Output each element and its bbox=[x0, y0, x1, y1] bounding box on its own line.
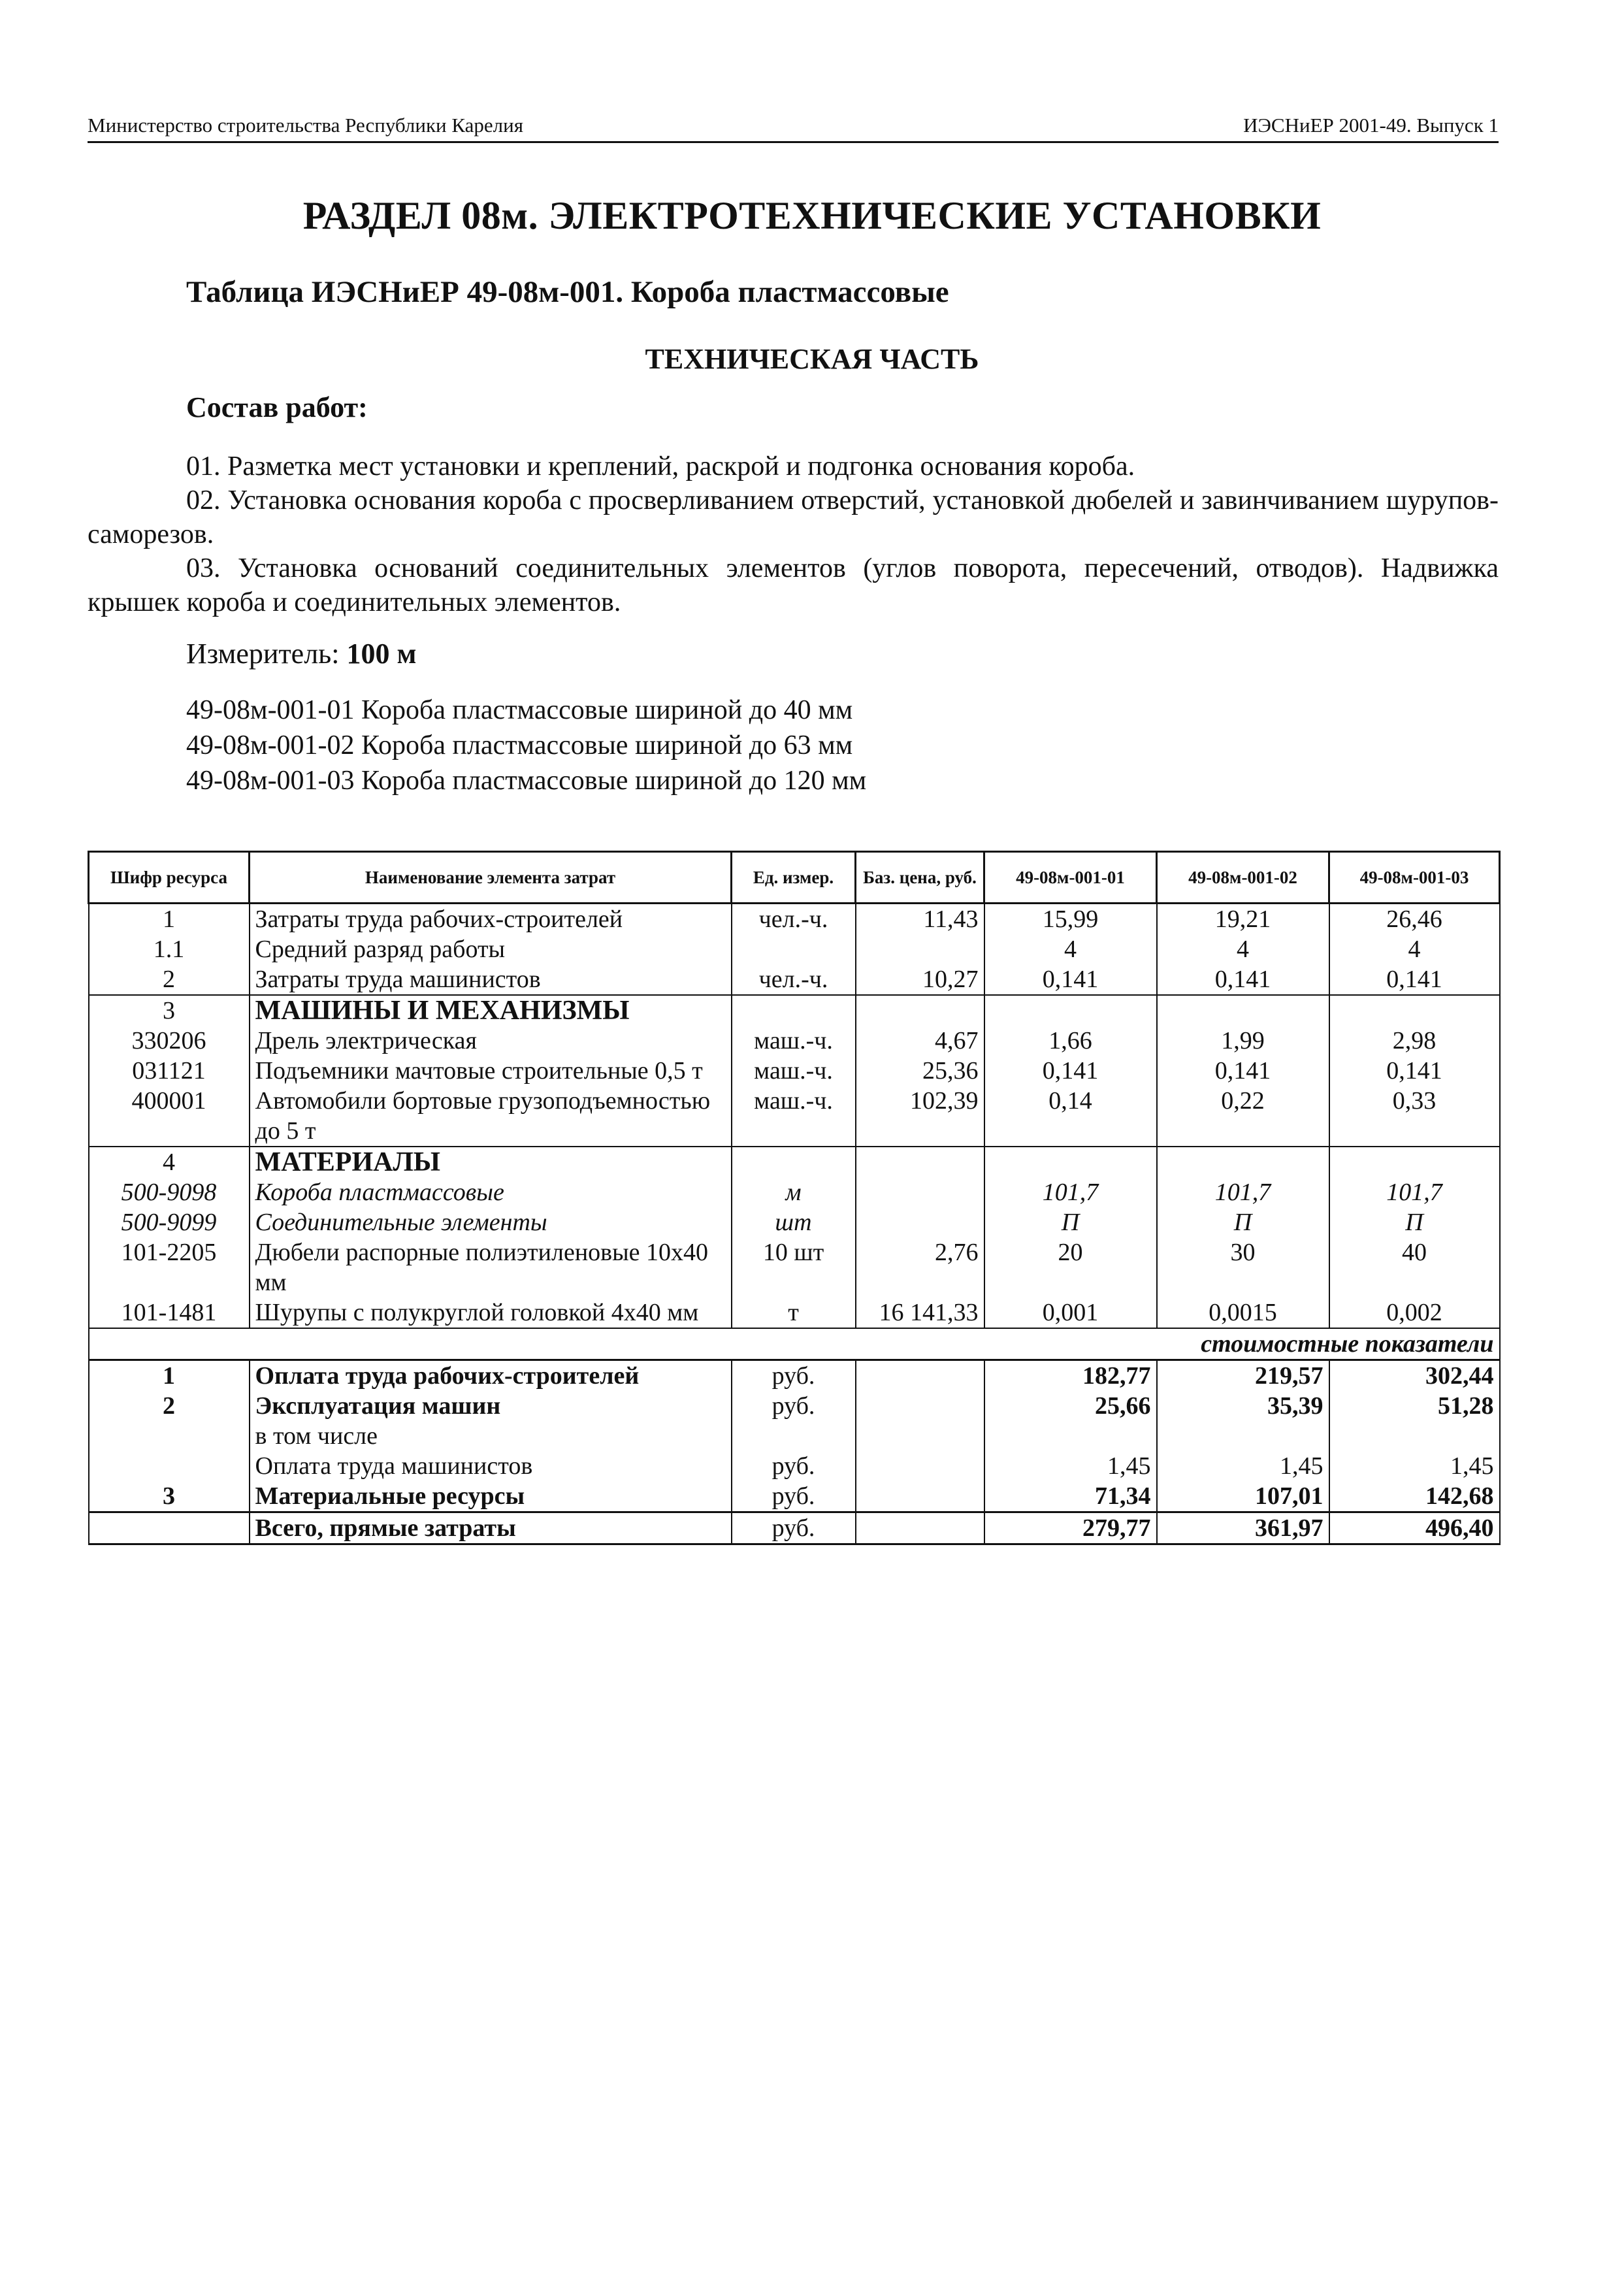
cell-v3: 101,7 bbox=[1329, 1177, 1500, 1207]
group-row-machines bbox=[89, 995, 1500, 1026]
cell-unit: руб. bbox=[732, 1481, 856, 1512]
tech-part-heading: ТЕХНИЧЕСКАЯ ЧАСТЬ bbox=[645, 343, 979, 375]
cell-group-title: МАШИНЫ И МЕХАНИЗМЫ bbox=[250, 995, 732, 1026]
cost-indicators-row bbox=[89, 1328, 1500, 1360]
cell-price: 4,67 bbox=[856, 1026, 984, 1056]
table-row bbox=[89, 1297, 1500, 1328]
cell-name: Дрель электрическая bbox=[250, 1026, 732, 1056]
col-header-v1: 49-08м-001-01 bbox=[984, 852, 1157, 904]
cell-unit: 10 шт bbox=[732, 1237, 856, 1297]
cell-v1: 0,141 bbox=[984, 964, 1157, 995]
col-header-name: Наименование элемента затрат bbox=[250, 852, 732, 904]
cell-v2: 101,7 bbox=[1157, 1177, 1329, 1207]
cell-unit: чел.-ч. bbox=[732, 964, 856, 995]
cell-code: 4 bbox=[89, 1147, 250, 1177]
cell-name: Шурупы с полукруглой головкой 4х40 мм bbox=[250, 1297, 732, 1328]
cell-v2: 219,57 bbox=[1157, 1360, 1329, 1392]
cell-v2: 19,21 bbox=[1157, 904, 1329, 935]
cell-price: 25,36 bbox=[856, 1056, 984, 1086]
table-row bbox=[89, 1056, 1500, 1086]
cell-v1: 0,001 bbox=[984, 1297, 1157, 1328]
cell-v1: 101,7 bbox=[984, 1177, 1157, 1207]
cell-name: Дюбели распорные полиэтиленовые 10х40 мм bbox=[250, 1237, 732, 1297]
cell-v3: 496,40 bbox=[1329, 1512, 1500, 1544]
cell-v1: 182,77 bbox=[984, 1360, 1157, 1392]
cell-v2: 1,99 bbox=[1157, 1026, 1329, 1056]
table-row bbox=[89, 934, 1500, 964]
cell-name: Подъемники мачтовые строительные 0,5 т bbox=[250, 1056, 732, 1086]
cell-name: Материальные ресурсы bbox=[250, 1481, 732, 1512]
norm-variants bbox=[186, 693, 866, 798]
cell-v2: 0,141 bbox=[1157, 1056, 1329, 1086]
cell-v2: 1,45 bbox=[1157, 1451, 1329, 1481]
cost-row bbox=[89, 1421, 1500, 1451]
cell-code: 101-2205 bbox=[89, 1237, 250, 1297]
cell-price: 2,76 bbox=[856, 1237, 984, 1297]
table-header bbox=[89, 852, 1500, 904]
cell-code: 3 bbox=[89, 995, 250, 1026]
cell-v3: П bbox=[1329, 1207, 1500, 1237]
cell-code: 3 bbox=[89, 1481, 250, 1512]
cost-row bbox=[89, 1481, 1500, 1512]
cost-row bbox=[89, 1451, 1500, 1481]
cell-v2: 35,39 bbox=[1157, 1391, 1329, 1421]
table-row bbox=[89, 964, 1500, 995]
cell-unit bbox=[732, 1421, 856, 1451]
total-row bbox=[89, 1512, 1500, 1544]
cell-v3: 26,46 bbox=[1329, 904, 1500, 935]
table-title: Таблица ИЭСНиЕР 49-08м-001. Короба пластмассовые bbox=[186, 275, 949, 309]
cell-v3 bbox=[1329, 1421, 1500, 1451]
header-collection: ИЭСНиЕР 2001-49. Выпуск 1 bbox=[1243, 114, 1499, 137]
cell-v3: 1,45 bbox=[1329, 1451, 1500, 1481]
meter-line bbox=[186, 637, 416, 670]
cell-price bbox=[856, 1177, 984, 1207]
cell-v3: 51,28 bbox=[1329, 1391, 1500, 1421]
header-ministry: Министерство строительства Республики Карелия bbox=[88, 114, 523, 137]
cell-v2: 361,97 bbox=[1157, 1512, 1329, 1544]
variant-item: 49-08м-001-02 Короба пластмассовые шириной до 63 мм bbox=[186, 730, 853, 760]
cell-v3: 4 bbox=[1329, 934, 1500, 964]
table-row bbox=[89, 1026, 1500, 1056]
cell-name: Всего, прямые затраты bbox=[250, 1512, 732, 1544]
cell-price bbox=[856, 1207, 984, 1237]
cell-name: Средний разряд работы bbox=[250, 934, 732, 964]
cell-code: 2 bbox=[89, 964, 250, 995]
cell-code: 101-1481 bbox=[89, 1297, 250, 1328]
col-header-price: Баз. цена, руб. bbox=[856, 852, 984, 904]
running-header bbox=[88, 105, 1499, 143]
cell-v3: 142,68 bbox=[1329, 1481, 1500, 1512]
group-row-materials bbox=[89, 1147, 1500, 1177]
table-row bbox=[89, 904, 1500, 935]
cell-name: Оплата труда рабочих-строителей bbox=[250, 1360, 732, 1392]
resource-table bbox=[88, 851, 1501, 1545]
cell-code: 330206 bbox=[89, 1026, 250, 1056]
cell-unit: чел.-ч. bbox=[732, 904, 856, 935]
cell-v1: 0,141 bbox=[984, 1056, 1157, 1086]
cell-name: Затраты труда рабочих-строителей bbox=[250, 904, 732, 935]
cell-price bbox=[856, 934, 984, 964]
cell-name: Эксплуатация машин bbox=[250, 1391, 732, 1421]
meter-label: Измеритель: bbox=[186, 638, 340, 670]
cell-code: 1 bbox=[89, 1360, 250, 1392]
work-composition-label: Состав работ: bbox=[186, 391, 368, 423]
table-row bbox=[89, 1207, 1500, 1237]
cell-code: 031121 bbox=[89, 1056, 250, 1086]
col-header-unit: Ед. измер. bbox=[732, 852, 856, 904]
col-header-v3: 49-08м-001-03 bbox=[1329, 852, 1500, 904]
cell-v3: 302,44 bbox=[1329, 1360, 1500, 1392]
cell-unit: руб. bbox=[732, 1451, 856, 1481]
cell-price: 102,39 bbox=[856, 1086, 984, 1147]
table-row bbox=[89, 1237, 1500, 1297]
variant-item: 49-08м-001-01 Короба пластмассовые шириной до 40 мм bbox=[186, 695, 853, 725]
cell-v3: 0,141 bbox=[1329, 964, 1500, 995]
cell-code: 400001 bbox=[89, 1086, 250, 1147]
cell-unit: руб. bbox=[732, 1391, 856, 1421]
cell-group-title: МАТЕРИАЛЫ bbox=[250, 1147, 732, 1177]
cell-v3: 40 bbox=[1329, 1237, 1500, 1297]
cell-v1: 1,45 bbox=[984, 1451, 1157, 1481]
cell-unit: шт bbox=[732, 1207, 856, 1237]
cell-name: Затраты труда машинистов bbox=[250, 964, 732, 995]
work-item: 03. Установка оснований соединительных элементов (углов поворота, пересечений, отводов). Надвижка крышек короба и соединительных элементов. bbox=[88, 553, 1499, 617]
cell-unit: руб. bbox=[732, 1512, 856, 1544]
cell-v2: П bbox=[1157, 1207, 1329, 1237]
cell-unit: м bbox=[732, 1177, 856, 1207]
cell-v1: П bbox=[984, 1207, 1157, 1237]
cost-row bbox=[89, 1360, 1500, 1392]
cell-v2 bbox=[1157, 1421, 1329, 1451]
cell-v2: 0,22 bbox=[1157, 1086, 1329, 1147]
cell-v1: 25,66 bbox=[984, 1391, 1157, 1421]
cell-v3: 0,33 bbox=[1329, 1086, 1500, 1147]
table-row bbox=[89, 1086, 1500, 1147]
cell-unit: маш.-ч. bbox=[732, 1026, 856, 1056]
cell-code: 1.1 bbox=[89, 934, 250, 964]
work-item: 02. Установка основания короба с просверливанием отверстий, установкой дюбелей и завинчиванием шурупов-саморезов. bbox=[88, 485, 1499, 549]
table-row bbox=[89, 1177, 1500, 1207]
cell-v1 bbox=[984, 1421, 1157, 1451]
cell-unit: маш.-ч. bbox=[732, 1086, 856, 1147]
col-header-v2: 49-08м-001-02 bbox=[1157, 852, 1329, 904]
col-header-code: Шифр ресурса bbox=[89, 852, 250, 904]
cell-v1: 71,34 bbox=[984, 1481, 1157, 1512]
cell-price: 11,43 bbox=[856, 904, 984, 935]
cell-unit bbox=[732, 934, 856, 964]
cost-row bbox=[89, 1391, 1500, 1421]
cost-indicators-label: стоимостные показатели bbox=[89, 1328, 1500, 1360]
cell-v3: 0,002 bbox=[1329, 1297, 1500, 1328]
variant-item: 49-08м-001-03 Короба пластмассовые шириной до 120 мм bbox=[186, 766, 867, 796]
cell-v2: 0,141 bbox=[1157, 964, 1329, 995]
meter-value: 100 м bbox=[346, 638, 417, 670]
cell-v1: 4 bbox=[984, 934, 1157, 964]
cell-code bbox=[89, 1421, 250, 1451]
cell-name: Короба пластмассовые bbox=[250, 1177, 732, 1207]
cell-unit: т bbox=[732, 1297, 856, 1328]
cell-v2: 107,01 bbox=[1157, 1481, 1329, 1512]
cell-unit: маш.-ч. bbox=[732, 1056, 856, 1086]
cell-v2: 0,0015 bbox=[1157, 1297, 1329, 1328]
cell-price: 16 141,33 bbox=[856, 1297, 984, 1328]
cell-name: Оплата труда машинистов bbox=[250, 1451, 732, 1481]
cell-v1: 15,99 bbox=[984, 904, 1157, 935]
cell-v1: 20 bbox=[984, 1237, 1157, 1297]
work-composition-list bbox=[88, 449, 1499, 619]
cell-name: в том числе bbox=[250, 1421, 732, 1451]
cell-code: 500-9098 bbox=[89, 1177, 250, 1207]
cell-v2: 4 bbox=[1157, 934, 1329, 964]
cell-name: Автомобили бортовые грузоподъемностью до 5 т bbox=[250, 1086, 732, 1147]
section-title: РАЗДЕЛ 08м. ЭЛЕКТРОТЕХНИЧЕСКИЕ УСТАНОВКИ bbox=[302, 194, 1322, 237]
cell-v3: 0,141 bbox=[1329, 1056, 1500, 1086]
work-item: 01. Разметка мест установки и креплений, раскрой и подгонка основания короба. bbox=[186, 451, 1135, 481]
cell-code: 500-9099 bbox=[89, 1207, 250, 1237]
cell-code bbox=[89, 1451, 250, 1481]
cell-code: 1 bbox=[89, 904, 250, 935]
cell-v1: 279,77 bbox=[984, 1512, 1157, 1544]
cell-unit: руб. bbox=[732, 1360, 856, 1392]
cell-v1: 1,66 bbox=[984, 1026, 1157, 1056]
cell-price: 10,27 bbox=[856, 964, 984, 995]
cell-v3: 2,98 bbox=[1329, 1026, 1500, 1056]
cell-v2: 30 bbox=[1157, 1237, 1329, 1297]
cell-name: Соединительные элементы bbox=[250, 1207, 732, 1237]
cell-v1: 0,14 bbox=[984, 1086, 1157, 1147]
cell-code: 2 bbox=[89, 1391, 250, 1421]
